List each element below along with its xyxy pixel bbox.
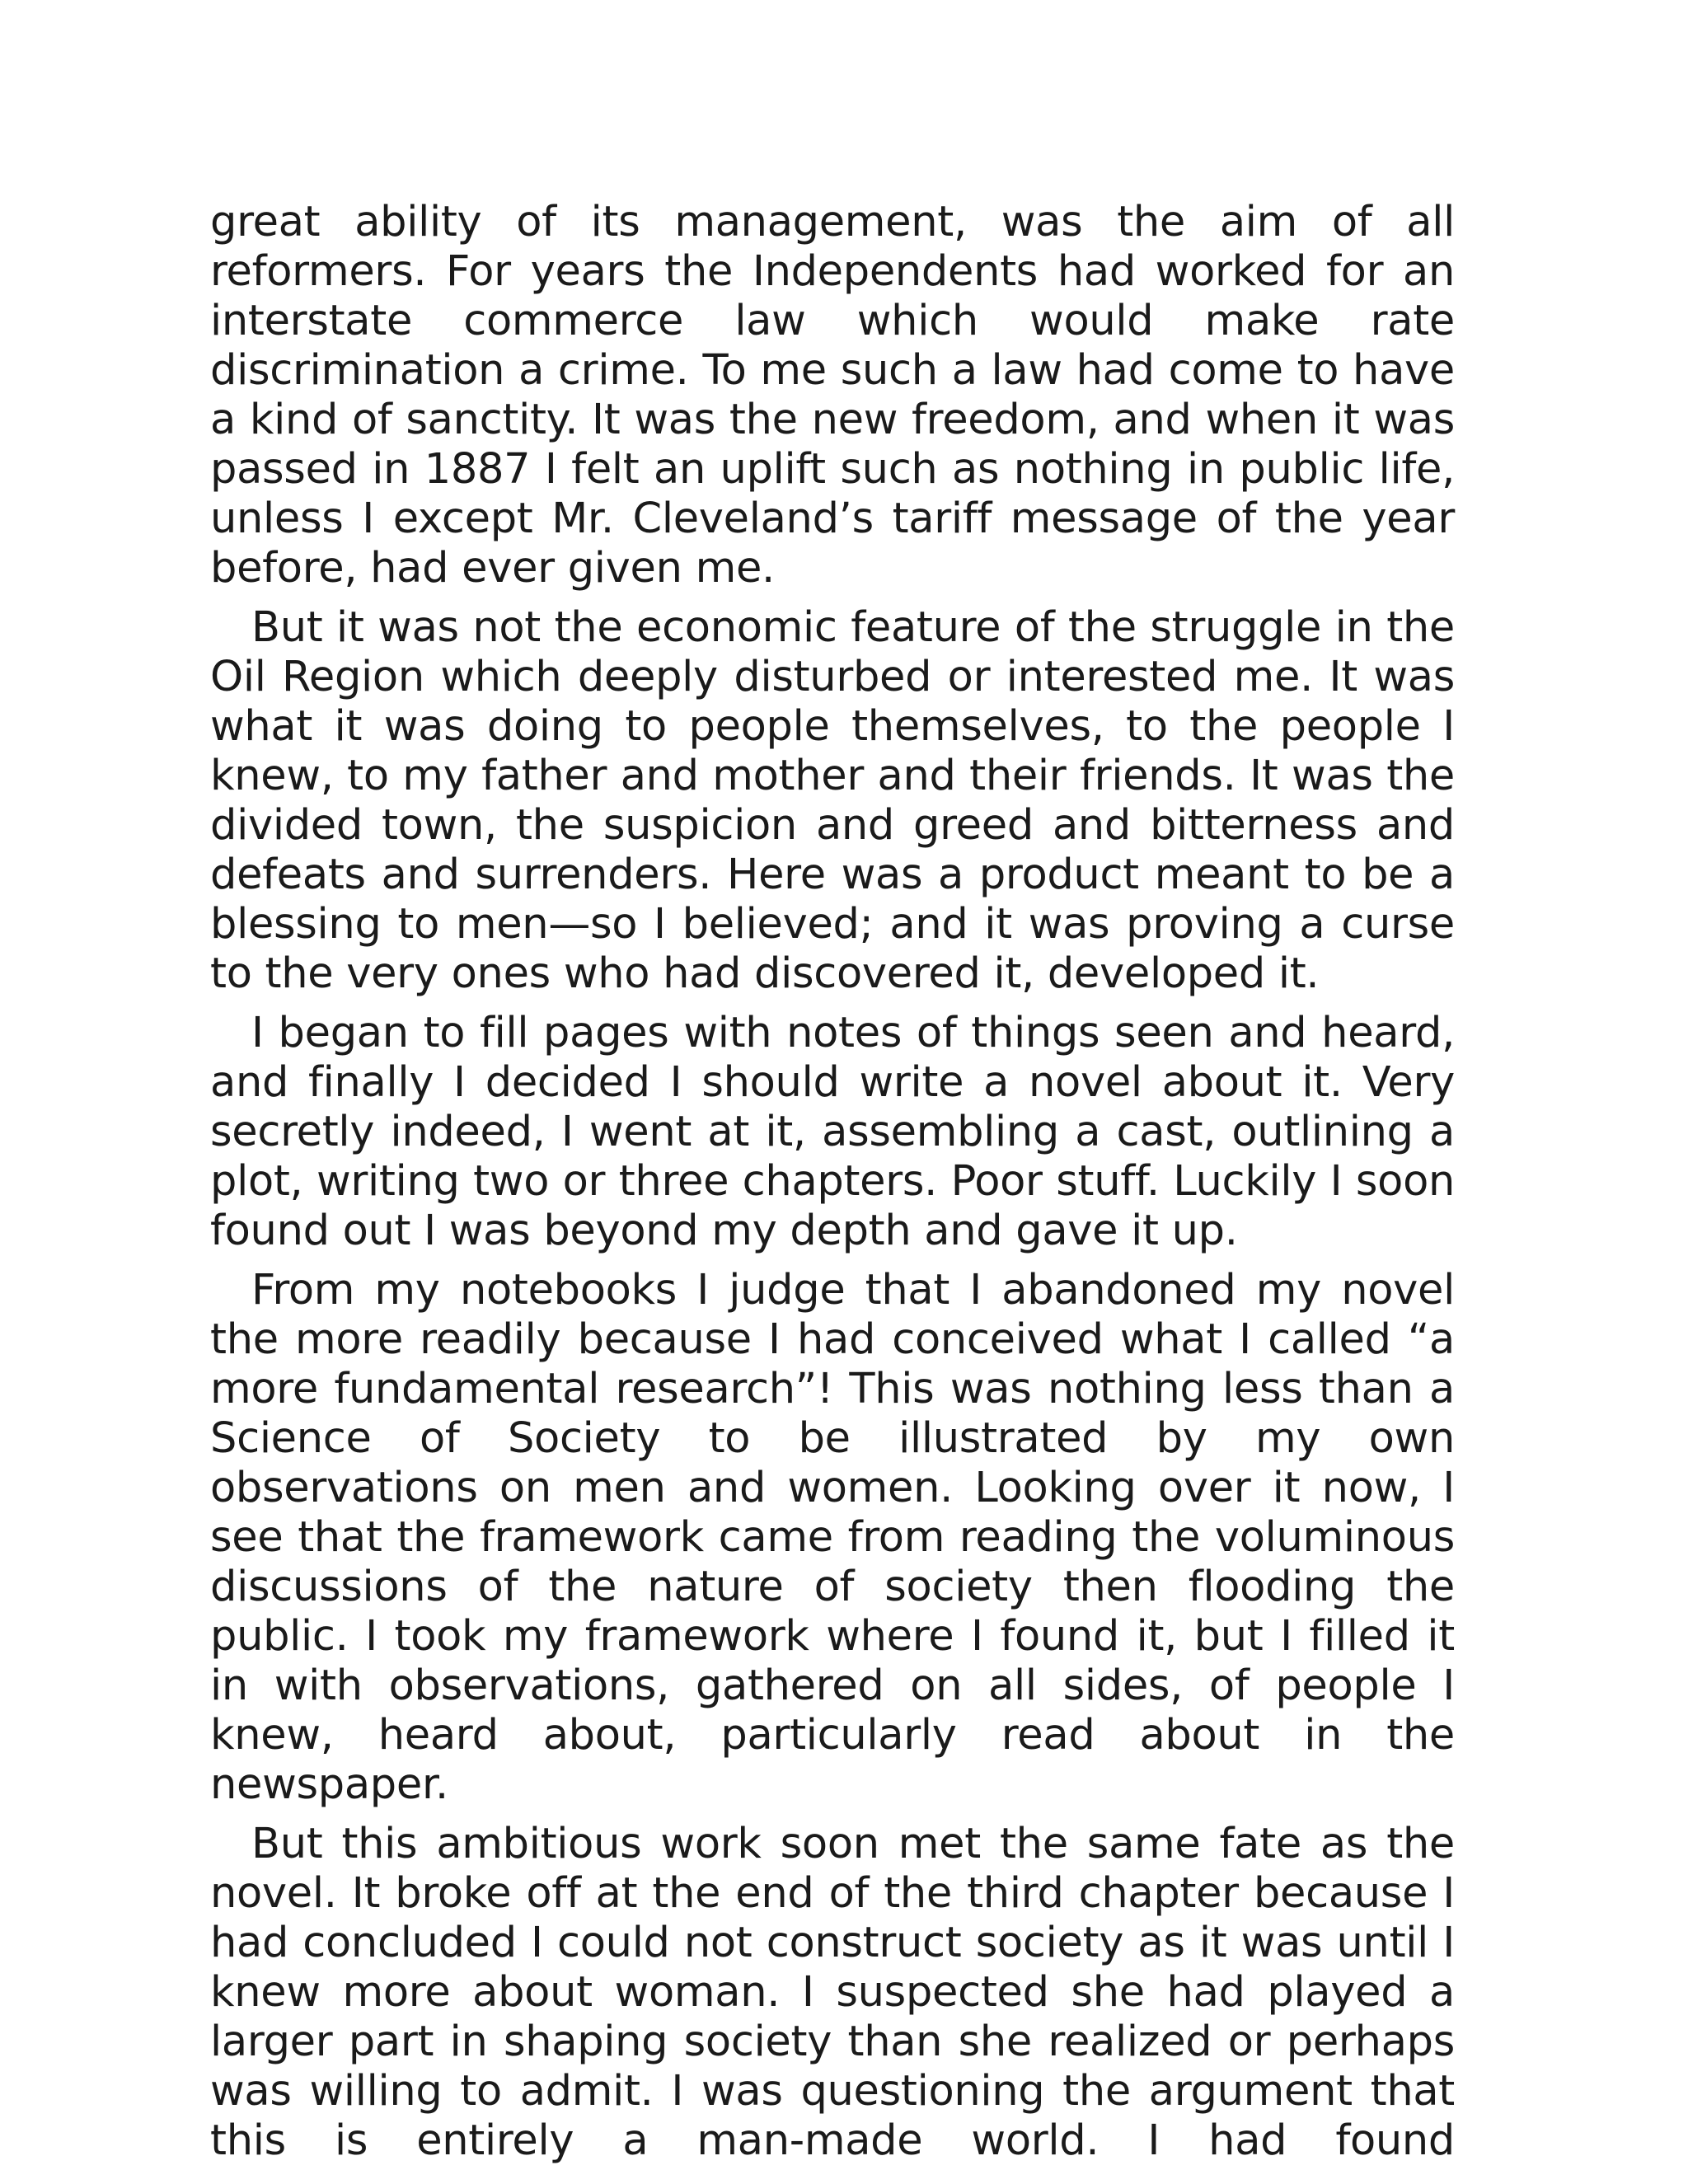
paragraph-4: From my notebooks I judge that I abandoned my novel the more readily because I had conceived what I called “a more fundamental research”! This was nothing less than a Science of Society to be illustrated by my own observations on men and women. Looking over it now, I see that the framework came from reading the voluminous discussions of the nature of society then flooding the public. I took my framework where I found it, but I filled it in with observations, gathered on all sides, of people I knew, heard about, particularly read about in the newspaper. (210, 1266, 1455, 1809)
document-page (210, 198, 1455, 2176)
paragraph-2: But it was not the economic feature of the struggle in the Oil Region which deeply disturbed or interested me. It was what it was doing to people themselves, to the people I knew, to my father and mother and their friends. It was the divided town, the suspicion and greed and bitterness and defeats and surrenders. Here was a product meant to be a blessing to men—so I believed; and it was proving a curse to the very ones who had discovered it, developed it. (210, 603, 1455, 998)
paragraph-1: great ability of its management, was the aim of all reformers. For years the Independents had worked for an interstate commerce law which would make rate discrimination a crime. To me such a law had come to have a kind of sanctity. It was the new freedom, and when it was passed in 1887 I felt an uplift such as nothing in public life, unless I except Mr. Cleveland’s tariff message of the year before, had ever given me. (210, 198, 1455, 593)
paragraph-3: I began to fill pages with notes of things seen and heard, and finally I decided I should write a novel about it. Very secretly indeed, I went at it, assembling a cast, outlining a plot, writing two or three chapters. Poor stuff. Luckily I soon found out I was beyond my depth and gave it up. (210, 1009, 1455, 1255)
paragraph-5: But this ambitious work soon met the same fate as the novel. It broke off at the end of the third chapter because I had concluded I could not construct society as it was until I knew more about woman. I suspected she had played a larger part in shaping society than she realized or perhaps was willing to admit. I was questioning the argument that this is entirely a man-made world. I had found (210, 1820, 1455, 2165)
